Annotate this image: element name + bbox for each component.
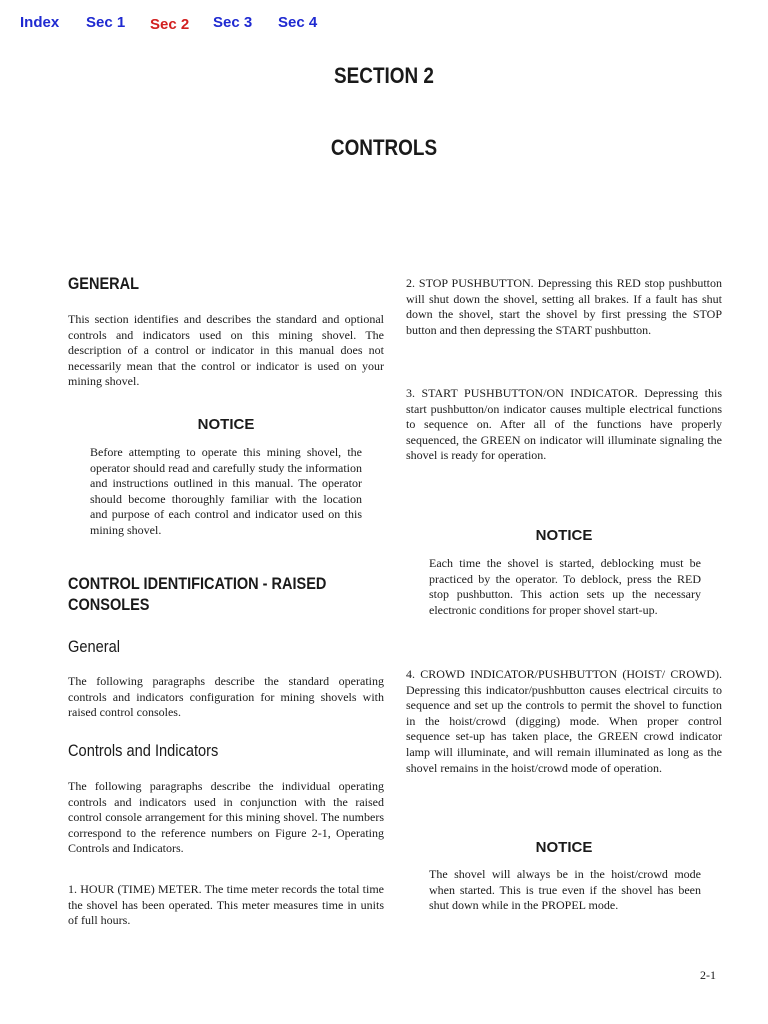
page-number: 2-1	[700, 968, 716, 982]
control-identification-heading: CONTROL IDENTIFICATION - RAISED CONSOLES	[68, 575, 327, 614]
nav-link-index[interactable]: Index	[20, 14, 60, 31]
item-4-paragraph: 4. CROWD INDICATOR/PUSHBUTTON (HOIST/ CROWD). Depressing this indicator/pushbutton causes electrical circuits to sequence and set up the controls to permit the shovel to function in the hoist/crowd (digging) mode. When proper control sequence set-up has taken place, the GREEN crowd indicator lamp will illuminate, and will remain illuminated as long as the shovel remains in the hoist/crowd mode of operation.	[406, 667, 722, 775]
nav-link-sec-2[interactable]: Sec 2	[150, 16, 190, 33]
general-subheading: General	[68, 637, 121, 656]
item-1-paragraph: 1. HOUR (TIME) METER. The time meter records the total time the shovel has been operated. This meter measures time in units of full hours.	[68, 882, 384, 928]
controls-paragraph: The following paragraphs describe the individual operating controls and indicators used in conjunction with the raised control console arrangement for this mining shovel. The numbers correspond to the reference numbers on Figure 2-1, Operating Controls and Indicators.	[68, 779, 384, 856]
item-3-paragraph: 3. START PUSHBUTTON/ON INDICATOR. Depressing this start pushbutton/on indicator causes multiple electrical functions to sequence on. After all of the functions have properly sequenced, the GREEN on indicator will illuminate signaling the shovel is ready for operation.	[406, 386, 722, 463]
nav-link-sec-3[interactable]: Sec 3	[213, 14, 253, 31]
controls-and-indicators-heading: Controls and Indicators	[68, 741, 219, 760]
item-2-paragraph: 2. STOP PUSHBUTTON. Depressing this RED stop pushbutton will shut down the shovel, setting all brakes. If a fault has shut down the shovel, start the shovel by first pressing the STOP button and then depressing the START pushbutton.	[406, 276, 722, 337]
general-paragraph: This section identifies and describes the standard and optional controls and indicators used on this mining shovel. The description of a control or indicator in this manual does not necessarily mean that the control or indicator is used on your mining shovel.	[68, 312, 384, 389]
general-heading: GENERAL	[68, 275, 139, 293]
notice-paragraph: The shovel will always be in the hoist/crowd mode when started. This is true even if the shovel has been shut down while in the PROPEL mode.	[429, 867, 701, 913]
notice-heading: NOTICE	[535, 527, 593, 544]
general-sub-paragraph: The following paragraphs describe the standard operating controls and indicators configuration for mining shovels with raised control consoles.	[68, 674, 384, 720]
notice-heading: NOTICE	[535, 839, 593, 856]
section-subtitle: CONTROLS	[330, 135, 438, 160]
nav-link-sec-1[interactable]: Sec 1	[86, 14, 126, 31]
notice-paragraph: Each time the shovel is started, deblocking must be practiced by the operator. To deblock, press the RED stop pushbutton. This action sets up the necessary electronic conditions for proper shovel start-up.	[429, 556, 701, 617]
nav-link-sec-4[interactable]: Sec 4	[278, 14, 318, 31]
section-title: SECTION 2	[334, 63, 434, 88]
notice-paragraph: Before attempting to operate this mining shovel, the operator should read and carefully study the information and instructions outlined in this manual. The operator should become thoroughly familiar with the location and purpose of each control and indicator used on this mining shovel.	[90, 445, 362, 537]
notice-heading: NOTICE	[197, 416, 255, 433]
